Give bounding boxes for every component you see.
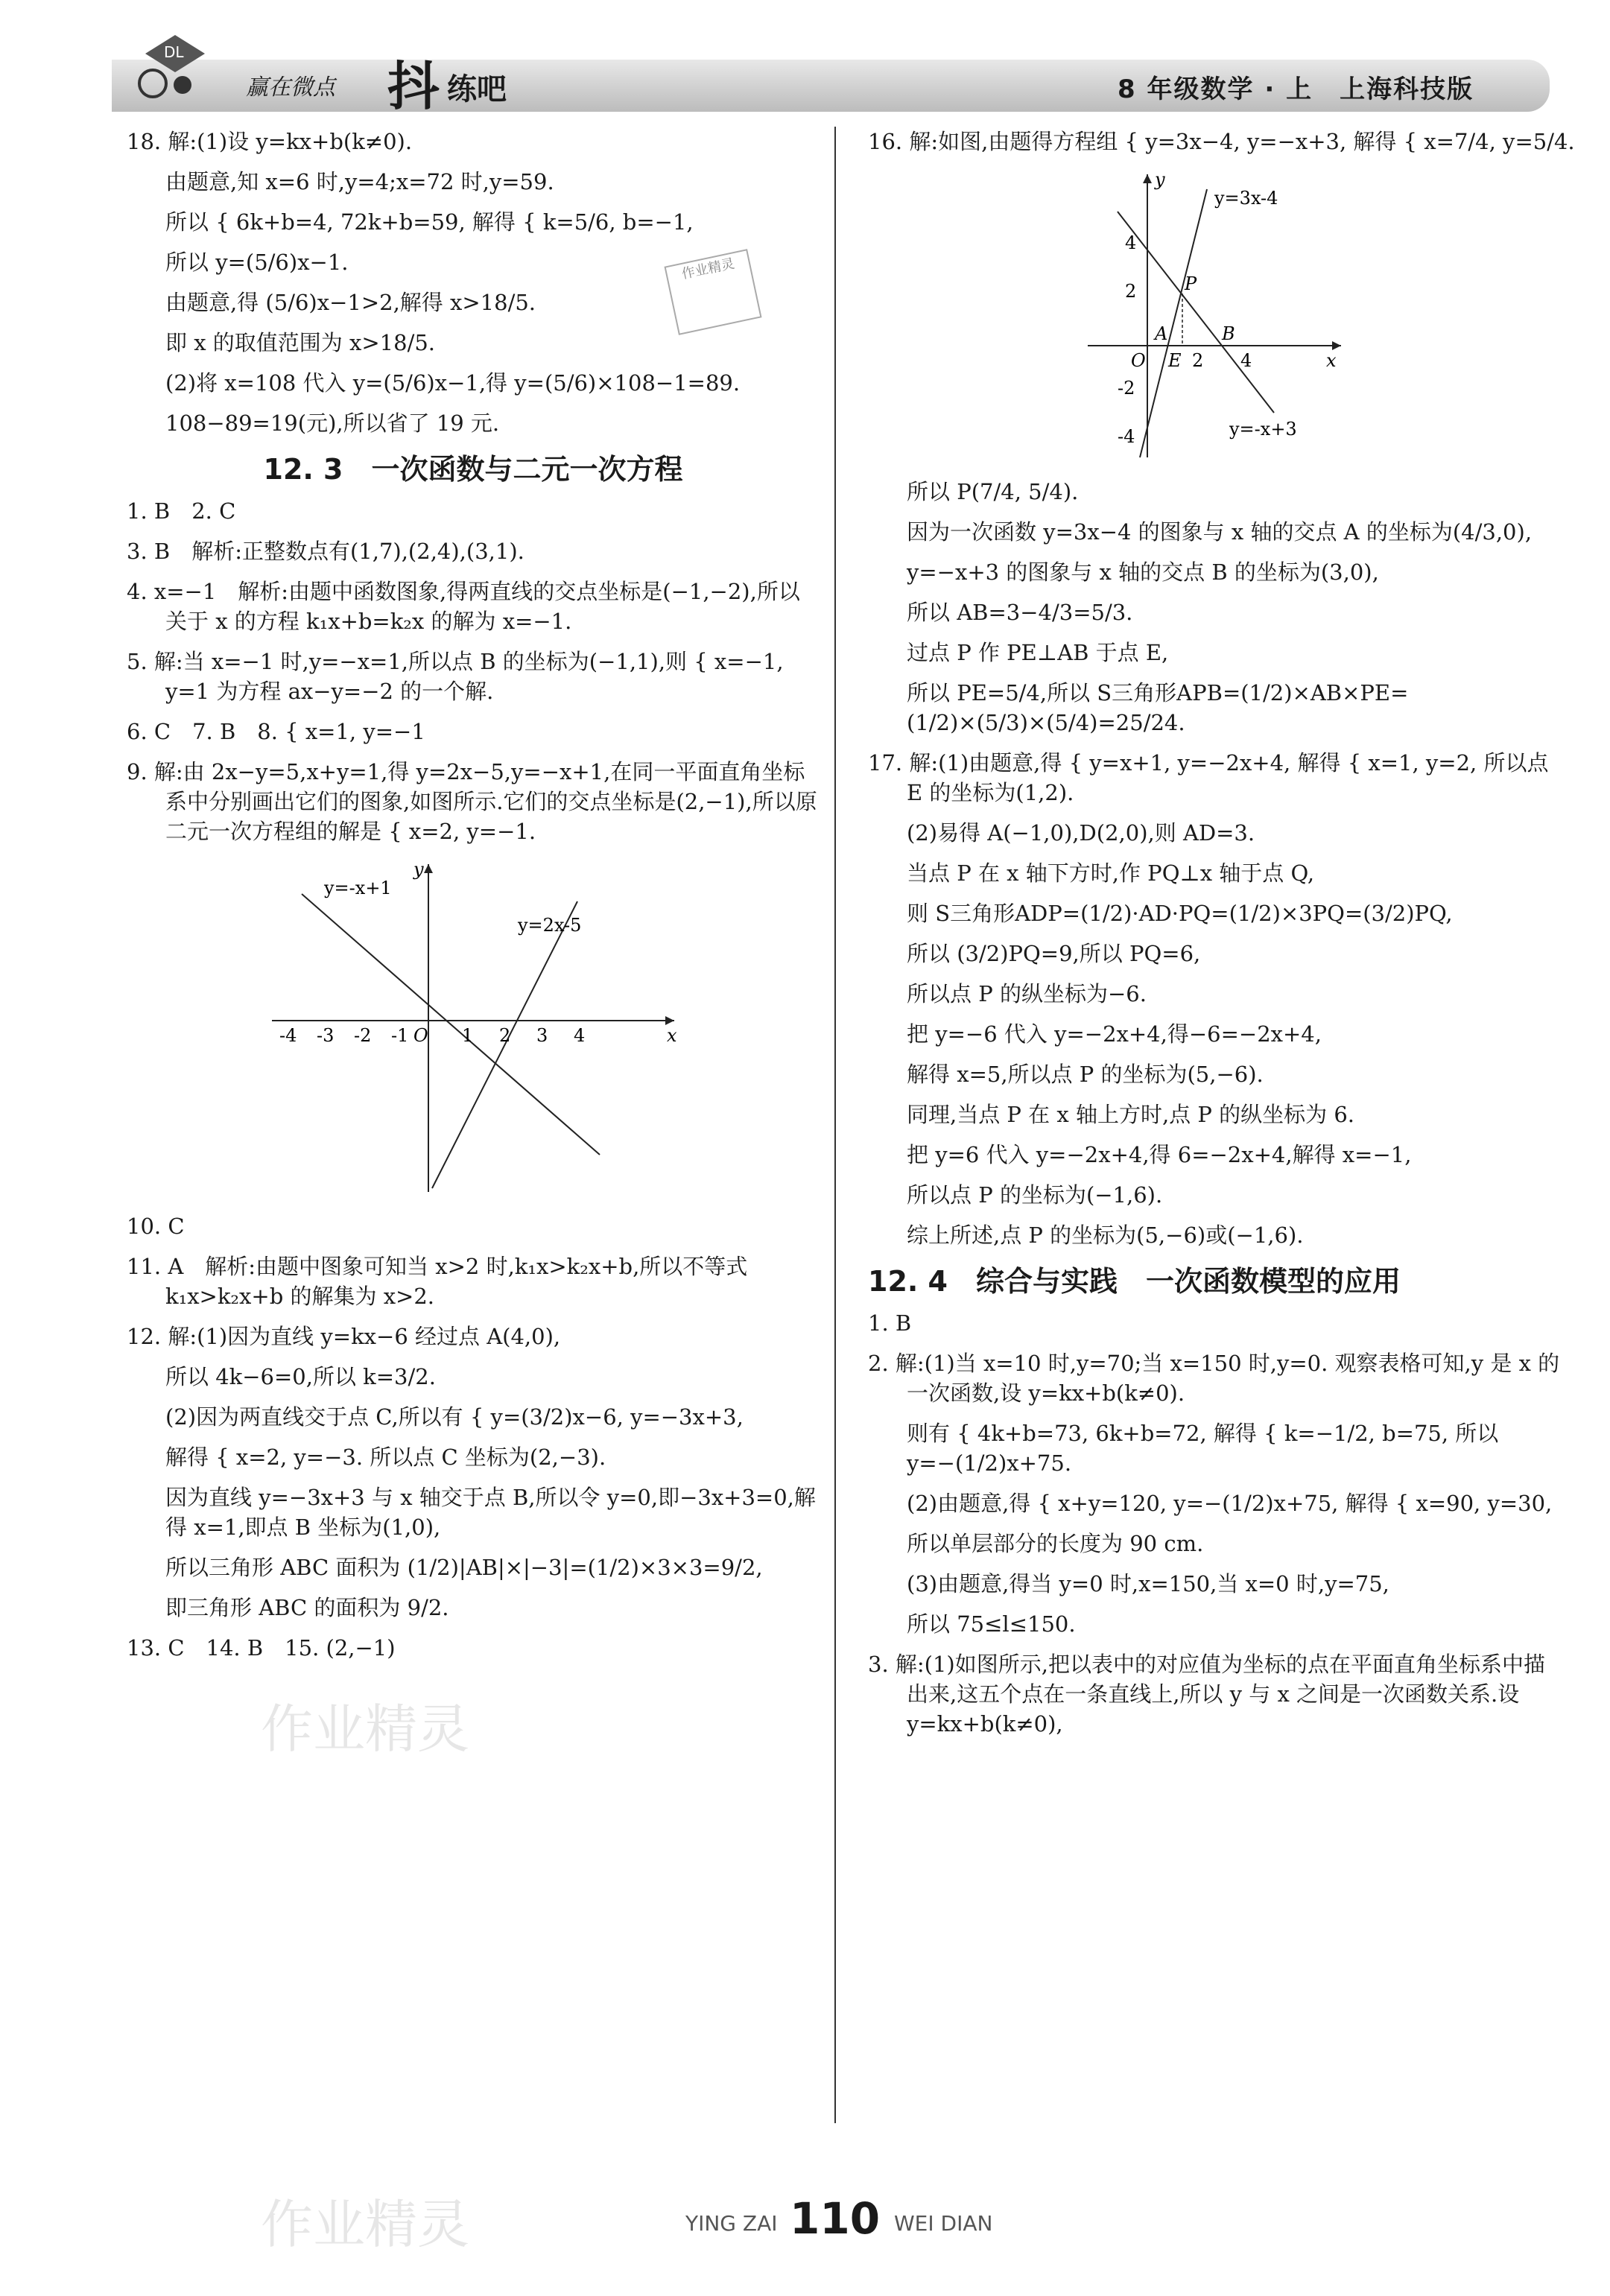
tick-label: 2 [1125,281,1137,302]
answer-line: 18. 解:(1)设 y=kx+b(k≠0). [127,129,413,154]
tick-label: -1 [391,1025,409,1046]
tick-label: -2 [1118,378,1135,399]
answer-line: 因为直线 y=−3x+3 与 x 轴交于点 B,所以令 y=0,即−3x+3=0,解得 x=1,即点 B 坐标为(1,0), [165,1485,816,1540]
answer-line: 4. x=−1 解析:由题中函数图象,得两直线的交点坐标是(−1,−2),所以关于 x 的方程 k₁x+b=k₂x 的解为 x=−1. [127,579,800,634]
answer-line: 6. C 7. B 8. { x=1, y=−1 [127,719,425,744]
section-title-12-4: 12. 4 综合与实践 一次函数模型的应用 [868,1265,1401,1298]
header-book-info: 8 年级数学 · 上 上海科技版 [1118,74,1474,104]
tick-label: -4 [1118,426,1135,447]
answer-line: (3)由题意,得当 y=0 时,x=150,当 x=0 时,y=75, [907,1571,1389,1596]
answer-line: 即 x 的取值范围为 x>18/5. [165,330,436,355]
answer-line: 3. B 解析:正整数点有(1,7),(2,4),(3,1). [127,539,524,564]
answer-line: 9. 解:由 2x−y=5,x+y=1,得 y=2x−5,y=−x+1,在同一平面直角坐标系中分别画出它们的图象,如图所示.它们的交点坐标是(2,−1),所以原二元一次方程组的解是 { x=2, y=−1. [127,759,817,844]
answer-line: 5. 解:当 x=−1 时,y=−x=1,所以点 B 的坐标为(−1,1),则 { x=−1, y=1 为方程 ax−y=−2 的一个解. [127,649,784,704]
axis-y-label: y [1155,169,1165,190]
answer-line: 则 S三角形ADP=(1/2)·AD·PQ=(1/2)×3PQ=(3/2)PQ, [907,901,1453,926]
answer-line: 把 y=6 代入 y=−2x+4,得 6=−2x+4,解得 x=−1, [907,1142,1412,1167]
answer-line: 13. C 14. B 15. (2,−1) [127,1635,396,1661]
answer-line: 所以 { 6k+b=4, 72k+b=59, 解得 { k=5/6, b=−1, [165,209,694,235]
tick-label: -3 [317,1025,335,1046]
logo-text: DL [164,43,184,61]
tick-label: 3 [536,1025,548,1046]
header-slogan: 赢在微点 [246,74,335,101]
column-divider [834,127,836,2123]
point-label: P [1185,273,1197,294]
answer-line: 同理,当点 P 在 x 轴上方时,点 P 的纵坐标为 6. [907,1102,1355,1127]
right-column [868,127,1575,1749]
answer-line: 108−89=19(元),所以省了 19 元. [165,410,500,436]
tick-label: 2 [499,1025,511,1046]
footer-left: YING ZAI [685,2211,778,2236]
line-neg-x-plus-3 [1118,212,1274,413]
answer-line: 所以 4k−6=0,所以 k=3/2. [165,1364,436,1389]
answer-line: 所以单层部分的长度为 90 cm. [907,1531,1204,1556]
tick-label: 2 [1192,350,1204,371]
stamp: 作业精灵 [664,249,761,335]
tick-label: 1 [462,1025,474,1046]
label-line-b: y=2x-5 [518,915,582,936]
page-number: 110 [790,2193,881,2244]
answer-line: 所以 y=(5/6)x−1. [165,250,349,275]
graph-q9 [264,857,682,1199]
answer-line: 所以 75≤l≤150. [907,1611,1076,1637]
answer-line: 综上所述,点 P 的坐标为(5,−6)或(−1,6). [907,1222,1304,1248]
left-column [127,127,820,1673]
answer-line: 2. 解:(1)当 x=10 时,y=70;当 x=150 时,y=0. 观察表格可知,y 是 x 的一次函数,设 y=kx+b(k≠0). [868,1351,1560,1406]
answer-line: 所以点 P 的纵坐标为−6. [907,981,1147,1006]
answer-line: 所以点 P 的坐标为(−1,6). [907,1182,1163,1208]
answer-line: 16. 解:如图,由题得方程组 { y=3x−4, y=−x+3, 解得 { x=7/4, y=5/4. [868,129,1575,154]
graph-q16 [1080,167,1348,465]
label-line-a: y=3x-4 [1214,188,1278,209]
answer-line: 由题意,知 x=6 时,y=4;x=72 时,y=59. [165,169,554,194]
answer-line: y=−x+3 的图象与 x 轴的交点 B 的坐标为(3,0), [907,559,1379,585]
answer-line: 由题意,得 (5/6)x−1>2,解得 x>18/5. [165,290,536,315]
answer-line: 即三角形 ABC 的面积为 9/2. [165,1595,449,1620]
answer-line: 1. B 2. C [127,498,236,524]
axis-x-label: x [667,1025,677,1046]
origin-label: O [413,1025,428,1046]
section-title-12-3: 12. 3 一次函数与二元一次方程 [263,453,683,486]
answer-line: (2)易得 A(−1,0),D(2,0),则 AD=3. [907,820,1255,846]
answer-line: 所以 AB=3−4/3=5/3. [907,600,1133,625]
answer-line: 3. 解:(1)如图所示,把以表中的对应值为坐标的点在平面直角坐标系中描出来,这五个点在一条直线上,所以 y 与 x 之间是一次函数关系.设 y=kx+b(k≠0), [868,1652,1545,1737]
watermark-bottom: 作业精灵 [261,2194,469,2255]
answer-line: 当点 P 在 x 轴下方时,作 PQ⊥x 轴于点 Q, [907,860,1315,886]
watermark: 作业精灵 [261,1699,469,1760]
tick-label: 4 [574,1025,586,1046]
label-line-b: y=-x+3 [1229,419,1297,440]
answer-line: 则有 { 4k+b=73, 6k+b=72, 解得 { k=−1/2, b=75, 所以 y=−(1/2)x+75. [907,1421,1499,1476]
answer-line: 所以 PE=5/4,所以 S三角形APB=(1/2)×AB×PE=(1/2)×(5/3)×(5/4)=25/24. [907,680,1409,735]
answer-line: 17. 解:(1)由题意,得 { y=x+1, y=−2x+4, 解得 { x=1, y=2, 所以点 E 的坐标为(1,2). [868,750,1549,805]
answer-line: 过点 P 作 PE⊥AB 于点 E, [907,640,1169,665]
logo-icon [130,31,220,106]
point-label: B [1222,323,1235,344]
answer-line: 把 y=−6 代入 y=−2x+4,得−6=−2x+4, [907,1021,1322,1047]
answer-line: (2)由题意,得 { x+y=120, y=−(1/2)x+75, 解得 { x=90, y=30, [907,1491,1553,1516]
header-brand: 抖 [387,56,440,117]
tick-label: -4 [279,1025,297,1046]
answer-line: 所以 (3/2)PQ=9,所以 PQ=6, [907,941,1201,966]
axis-x-label: x [1326,350,1337,371]
answer-line: 所以 P(7/4, 5/4). [907,479,1079,504]
origin-label: O [1131,350,1146,371]
tick-label: 4 [1240,350,1252,371]
label-line-a: y=-x+1 [324,878,392,898]
footer-right: WEI DIAN [894,2211,993,2236]
answer-line: 11. A 解析:由题中图象可知当 x>2 时,k₁x>k₂x+b,所以不等式k₁x>k₂x+b 的解集为 x>2. [127,1254,748,1309]
answer-line: (2)因为两直线交于点 C,所以有 { y=(3/2)x−6, y=−3x+3, [165,1404,744,1430]
axis-y-label: y [413,859,424,880]
answer-line: 解得 x=5,所以点 P 的坐标为(5,−6). [907,1062,1264,1087]
answer-line: 10. C [127,1214,185,1239]
answer-line: 解得 { x=2, y=−3. 所以点 C 坐标为(2,−3). [165,1444,606,1470]
answer-line: (2)将 x=108 代入 y=(5/6)x−1,得 y=(5/6)×108−1=89. [165,370,741,396]
answer-line: 因为一次函数 y=3x−4 的图象与 x 轴的交点 A 的坐标为(4/3,0), [907,519,1533,545]
tick-label: -2 [354,1025,372,1046]
header-brand-suffix: 练吧 [447,72,507,107]
answer-line: 所以三角形 ABC 面积为 (1/2)|AB|×|−3|=(1/2)×3×3=9/2, [165,1555,763,1580]
line-3x-minus-4 [1140,189,1207,457]
answer-line: 1. B [868,1310,912,1336]
answer-line: 12. 解:(1)因为直线 y=kx−6 经过点 A(4,0), [127,1324,561,1349]
point-label: A [1155,323,1168,344]
point-label: E [1168,350,1182,371]
tick-label: 4 [1125,232,1137,253]
